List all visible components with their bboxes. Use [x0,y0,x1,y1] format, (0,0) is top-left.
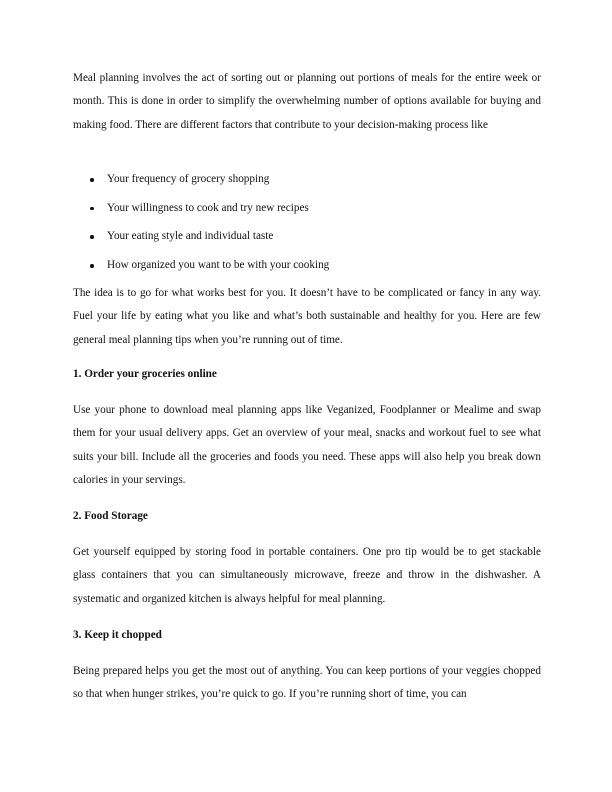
list-item: How organized you want to be with your cooking [73,254,541,283]
section-heading-order-groceries: 1. Order your groceries online [73,368,217,380]
idea-paragraph: The idea is to go for what works best for you. It doesn’t have to be complicated or fancy in any way. Fuel your life by eating what you like and what’s both sustainable and healthy for you. Here are few general meal planning tips when you’re running out of time. [73,287,541,346]
section-heading-food-storage: 2. Food Storage [73,510,148,522]
list-item: Your frequency of grocery shopping [73,168,541,197]
factors-list [73,168,541,283]
list-item: Your eating style and individual taste [73,225,541,254]
section-body-food-storage: Get yourself equipped by storing food in portable containers. One pro tip would be to get stackable glass containers that you can simultaneously microwave, freeze and throw in the dishwasher. A systematic and organized kitchen is always helpful for meal planning. [73,546,541,605]
section-body-order-groceries: Use your phone to download meal planning apps like Veganized, Foodplanner or Mealime and swap them for your usual delivery apps. Get an overview of your meal, snacks and workout fuel to see what suits your bill. Include all the groceries and foods you need. These apps will also help you break down calories in your servings. [73,404,541,487]
list-item: Your willingness to cook and try new recipes [73,197,541,226]
section-heading-keep-chopped: 3. Keep it chopped [73,629,162,641]
intro-paragraph: Meal planning involves the act of sorting out or planning out portions of meals for the entire week or month. This is done in order to simplify the overwhelming number of options available for buying and making food. There are different factors that contribute to your decision-making process like [73,72,541,131]
section-body-keep-chopped: Being prepared helps you get the most out of anything. You can keep portions of your veggies chopped so that when hunger strikes, you’re quick to go. If you’re running short of time, you can [73,665,541,701]
